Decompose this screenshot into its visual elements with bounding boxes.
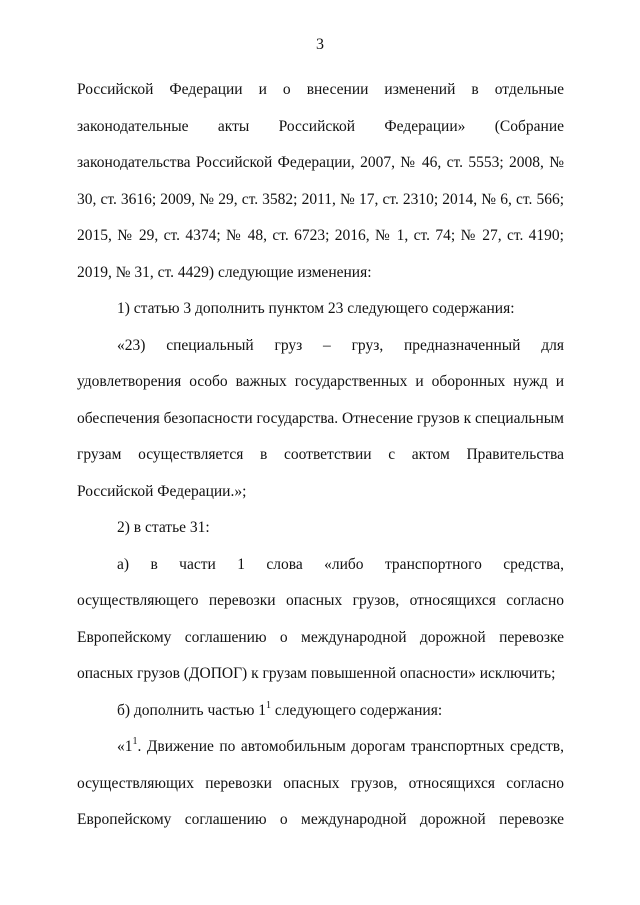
superscript: 1 xyxy=(132,736,138,747)
paragraph-item-2: 2) в статье 31: xyxy=(117,519,210,536)
paragraph-subitem-b xyxy=(77,693,564,730)
paragraph-law-references: Российской Федерации и о внесении изменений в отдельные законодательные акты Российской Федерации» (Собрание законодательства Российской Федерации, 2007, № 46, ст. 5553; 2008, № 30, ст. 3616; 2009, № 29, ст. 3582; 2011, № 17, ст. 2310; 2014, № 6, ст. 566; 2015, № 29, ст. 4374; № 48, ст. 6723; 2016, № 1, ст. 74; № 27, ст. 4190; 2019, № 31, ст. 4429) следующие изменения: xyxy=(77,81,564,281)
paragraph-special-cargo-definition: «23) специальный груз – груз, предназначенный для удовлетворения особо важных государственных и оборонных нужд и обеспечения безопасности государства. Отнесение грузов к специальным грузам осуществляется в соответствии с актом Правительства Российской Федерации.»; xyxy=(77,336,564,500)
superscript: 1 xyxy=(266,699,272,711)
document-body xyxy=(77,72,564,839)
text-fragment: следующего содержания: xyxy=(271,701,443,719)
page-number: 3 xyxy=(316,36,324,53)
text-fragment: б) дополнить частью 1 xyxy=(117,701,267,719)
text-fragment: «1 xyxy=(117,738,133,755)
paragraph-subitem-a: а) в части 1 слова «либо транспортного средства, осуществляющего перевозки опасных грузов, относящихся согласно Европейскому соглашению о международной дорожной перевозке опасных грузов (ДОПОГ) к грузам повышенной опасности» исключить; xyxy=(77,555,564,682)
text-fragment: . Движение по автомобильным дорогам транспортных средств, осуществляющих перевозки опасных грузов, относящихся согласно Европейскому соглашению о международной дорожной перевозке xyxy=(77,738,564,828)
paragraph-item-1: 1) статью 3 дополнить пунктом 23 следующего содержания: xyxy=(117,300,515,317)
paragraph-new-part-text xyxy=(77,729,564,839)
